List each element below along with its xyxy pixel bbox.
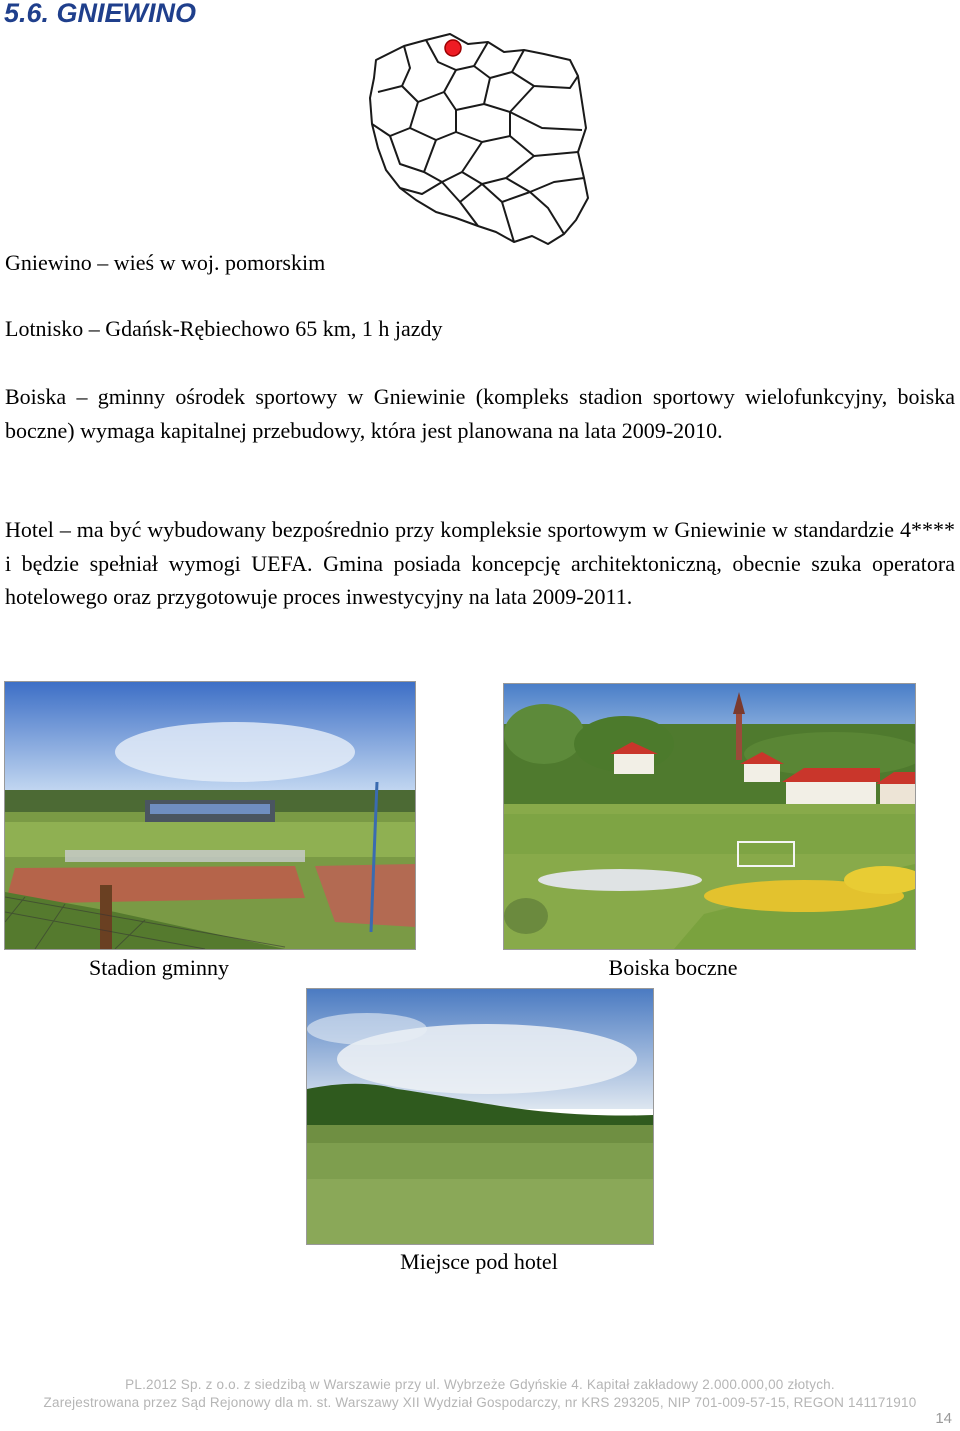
stadium-photo [4,681,416,950]
stadium-caption: Stadion gminny [89,955,229,980]
hotel-paragraph: Hotel – ma być wybudowany bezpośrednio przy kompleksie sportowym w Gniewinie w standardzie 4**** i będzie spełniał wymogi UEFA. Gmina posiada koncepcję architektoniczną, obecnie szuka operatora hotelowego oraz przygotowuje proces inwestycyjny na lata 2009-2011. [5,517,955,609]
fields-paragraph: Boiska – gminny ośrodek sportowy w Gniewinie (kompleks stadion sportowy wielofunkcyjny, boiska boczne) wymaga kapitalnej przebudowy, która jest planowana na lata 2009-2010. [5,384,955,443]
gniewino-location-marker [445,40,461,56]
map-outline [370,34,588,244]
side-fields-caption: Boiska boczne [608,955,738,980]
airport-paragraph: Lotnisko – Gdańsk-Rębiechowo 65 km, 1 h jazdy [5,316,443,341]
page-number: 14 [935,1410,952,1427]
side-fields-photo [503,683,916,950]
location-paragraph: Gniewino – wieś w woj. pomorskim [5,250,326,275]
footer-registration-info: Zarejestrowana przez Sąd Rejonowy dla m. st. Warszawy XII Wydział Gospodarczy, nr KRS 293205, NIP 701-009-57-15, REGON 141171910 [43,1395,917,1410]
hotel-site-photo [306,988,654,1245]
footer-company-info: PL.2012 Sp. z o.o. z siedzibą w Warszawie przy ul. Wybrzeże Gdyńskie 4. Kapitał zakładowy 2.000.000,00 złotych. [125,1377,835,1392]
page-title: 5.6. GNIEWINO [4,0,197,28]
poland-voivodeship-map [364,32,596,252]
hotel-site-caption: Miejsce pod hotel [400,1249,558,1274]
